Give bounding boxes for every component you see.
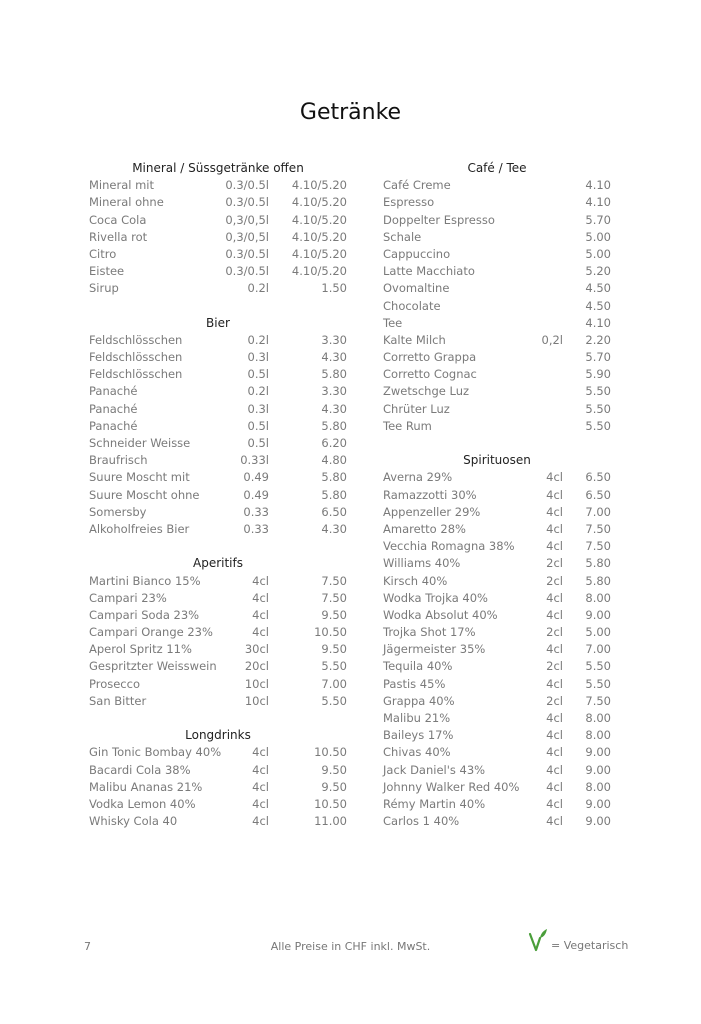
item-volume: 4cl bbox=[252, 607, 269, 622]
item-name: Latte Macchiato bbox=[383, 264, 475, 279]
item-volume: 4cl bbox=[546, 728, 563, 743]
item-name: Amaretto 28% bbox=[383, 521, 466, 536]
item-volume: 4cl bbox=[546, 711, 563, 725]
menu-item bbox=[383, 641, 611, 658]
section-spacer bbox=[89, 710, 347, 727]
item-volume: 0.33 bbox=[243, 504, 269, 519]
menu-item bbox=[383, 349, 611, 366]
menu-item bbox=[89, 504, 347, 521]
item-name: Campari Soda 23% bbox=[89, 607, 200, 622]
item-price: 7.00 bbox=[585, 642, 611, 657]
menu-item bbox=[383, 229, 611, 246]
item-volume: 20cl bbox=[244, 659, 269, 674]
menu-item bbox=[383, 469, 611, 486]
menu-item bbox=[383, 762, 611, 779]
item-name: Cappuccino bbox=[383, 246, 451, 261]
item-price: 5.70 bbox=[585, 212, 611, 227]
item-price: 5.80 bbox=[585, 573, 611, 588]
item-price: 7.00 bbox=[585, 504, 611, 519]
item-name: Corretto Grappa bbox=[383, 350, 477, 365]
menu-item bbox=[89, 487, 347, 504]
item-volume: 4cl bbox=[546, 607, 563, 622]
item-price: 9.50 bbox=[321, 642, 347, 657]
item-name: Tee Rum bbox=[383, 418, 432, 433]
item-name: Braufrisch bbox=[89, 453, 148, 468]
item-name: Somersby bbox=[89, 504, 147, 519]
item-price: 6.50 bbox=[585, 470, 611, 485]
section-title-aperitifs: Aperitifs bbox=[193, 556, 243, 571]
item-name: Ovomaltine bbox=[383, 281, 450, 296]
item-volume: 0.3l bbox=[247, 350, 269, 365]
item-name: Pastis 45% bbox=[383, 676, 446, 691]
item-volume: 4cl bbox=[546, 745, 563, 760]
menu-item bbox=[89, 779, 347, 796]
menu-item bbox=[383, 177, 611, 194]
item-volume: 4cl bbox=[252, 590, 269, 605]
menu-item bbox=[89, 762, 347, 779]
item-name: Kalte Milch bbox=[383, 332, 446, 347]
item-volume: 0.33l bbox=[240, 453, 269, 468]
menu-item bbox=[383, 813, 611, 830]
item-name: Feldschlösschen bbox=[89, 332, 183, 347]
menu-item bbox=[383, 590, 611, 607]
item-volume: 0.2l bbox=[247, 332, 269, 347]
item-volume: 0.49 bbox=[243, 470, 269, 485]
section-title-cafe-tee: Café / Tee bbox=[467, 161, 527, 175]
item-volume: 4cl bbox=[252, 745, 269, 760]
item-name: Mineral mit bbox=[89, 178, 155, 193]
item-price: 5.70 bbox=[585, 350, 611, 365]
item-price: 10.50 bbox=[314, 625, 347, 640]
section-spacer bbox=[383, 435, 611, 452]
item-name: Feldschlösschen bbox=[89, 367, 183, 382]
item-volume: 4cl bbox=[252, 573, 269, 588]
item-name: Panaché bbox=[89, 401, 138, 416]
item-volume: 10cl bbox=[244, 676, 269, 691]
item-volume: 2cl bbox=[546, 659, 563, 674]
item-name: Coca Cola bbox=[89, 212, 147, 227]
item-volume: 2cl bbox=[546, 573, 563, 588]
left-column bbox=[89, 160, 347, 830]
menu-item bbox=[383, 538, 611, 555]
menu-item bbox=[89, 366, 347, 383]
item-name: Schneider Weisse bbox=[89, 436, 191, 450]
item-volume: 0.5l bbox=[247, 418, 269, 433]
item-price: 5.80 bbox=[321, 418, 347, 433]
item-name: Vecchia Romagna 38% bbox=[383, 539, 515, 554]
item-price: 5.00 bbox=[585, 229, 611, 244]
item-name: Suure Moscht mit bbox=[89, 470, 190, 485]
item-name: Kirsch 40% bbox=[383, 573, 448, 588]
item-name: Wodka Trojka 40% bbox=[383, 590, 488, 605]
menu-item bbox=[383, 366, 611, 383]
item-volume: 4cl bbox=[546, 676, 563, 691]
menu-item bbox=[89, 744, 347, 761]
item-volume: 0,3/0,5l bbox=[225, 212, 269, 227]
item-name: Prosecco bbox=[89, 676, 140, 691]
item-price: 6.50 bbox=[321, 504, 347, 519]
item-price: 10.50 bbox=[314, 796, 347, 811]
menu-item bbox=[89, 229, 347, 246]
item-price: 5.50 bbox=[321, 659, 347, 674]
page-title: Getränke bbox=[299, 100, 402, 125]
item-volume: 0.3/0.5l bbox=[225, 178, 269, 193]
item-price: 5.80 bbox=[321, 487, 347, 502]
item-price: 4.80 bbox=[321, 453, 347, 468]
item-name: Campari 23% bbox=[89, 590, 167, 605]
menu-item bbox=[383, 487, 611, 504]
item-volume: 4cl bbox=[546, 521, 563, 536]
item-price: 4.10/5.20 bbox=[291, 229, 347, 244]
item-volume: 2cl bbox=[546, 625, 563, 640]
item-name: Rémy Martin 40% bbox=[383, 796, 486, 811]
item-name: Feldschlösschen bbox=[89, 350, 183, 365]
menu-item bbox=[89, 194, 347, 211]
item-price: 2.20 bbox=[585, 332, 611, 347]
item-name: Ramazzotti 30% bbox=[383, 487, 477, 502]
menu-item bbox=[89, 263, 347, 280]
section-spacer bbox=[89, 298, 347, 315]
item-name: Chocolate bbox=[383, 298, 441, 313]
item-volume: 4cl bbox=[546, 487, 563, 502]
menu-item bbox=[383, 418, 611, 435]
item-price: 3.30 bbox=[321, 332, 347, 347]
menu-item bbox=[383, 779, 611, 796]
item-volume: 2cl bbox=[546, 693, 563, 708]
item-volume: 0,3/0,5l bbox=[225, 229, 269, 244]
item-name: Mineral ohne bbox=[89, 195, 164, 210]
menu-item bbox=[383, 401, 611, 418]
menu-item bbox=[383, 624, 611, 641]
item-price: 5.80 bbox=[321, 367, 347, 382]
item-name: Whisky Cola 40 bbox=[89, 814, 178, 829]
item-name: Vodka Lemon 40% bbox=[89, 796, 196, 811]
menu-item bbox=[383, 521, 611, 538]
item-volume: 4cl bbox=[252, 779, 269, 794]
menu-item bbox=[383, 212, 611, 229]
item-price: 9.00 bbox=[585, 814, 611, 829]
item-price: 9.00 bbox=[585, 796, 611, 811]
item-price: 7.50 bbox=[585, 539, 611, 554]
item-price: 4.10/5.20 bbox=[291, 195, 347, 210]
item-name: Chrüter Luz bbox=[383, 401, 450, 416]
menu-item bbox=[383, 607, 611, 624]
menu-item bbox=[89, 469, 347, 486]
menu-item bbox=[89, 796, 347, 813]
item-price: 5.20 bbox=[585, 264, 611, 279]
item-name: Jägermeister 35% bbox=[383, 642, 486, 657]
item-name: Wodka Absolut 40% bbox=[383, 607, 498, 622]
item-volume: 4cl bbox=[546, 779, 563, 794]
item-name: Chivas 40% bbox=[383, 745, 451, 760]
item-volume: 0.2l bbox=[247, 384, 269, 399]
item-price: 4.30 bbox=[321, 521, 347, 536]
menu-item bbox=[383, 676, 611, 693]
item-volume: 4cl bbox=[252, 762, 269, 777]
section-title-bier: Bier bbox=[206, 315, 230, 330]
menu-item bbox=[89, 573, 347, 590]
item-price: 7.00 bbox=[321, 676, 347, 691]
menu-item bbox=[89, 521, 347, 538]
item-volume: 0.33 bbox=[243, 521, 269, 536]
price-note: Alle Preise in CHF inkl. MwSt. bbox=[270, 940, 431, 953]
menu-item bbox=[89, 349, 347, 366]
section-title-longdrinks: Longdrinks bbox=[185, 728, 251, 743]
menu-item bbox=[89, 435, 347, 452]
item-price: 4.10 bbox=[585, 195, 611, 210]
menu-item bbox=[383, 727, 611, 744]
item-price: 7.50 bbox=[321, 573, 347, 588]
item-name: Aperol Spritz 11% bbox=[89, 642, 192, 657]
menu-item bbox=[383, 280, 611, 297]
item-price: 9.00 bbox=[585, 607, 611, 622]
item-price: 8.00 bbox=[585, 728, 611, 743]
menu-item bbox=[383, 315, 611, 332]
item-price: 5.50 bbox=[585, 401, 611, 416]
item-name: Baileys 17% bbox=[383, 728, 454, 743]
item-price: 8.00 bbox=[585, 590, 611, 605]
item-price: 4.10 bbox=[585, 315, 611, 330]
item-price: 4.50 bbox=[585, 281, 611, 296]
menu-item bbox=[89, 418, 347, 435]
item-volume: 4cl bbox=[546, 590, 563, 605]
item-name: Café Creme bbox=[383, 178, 451, 193]
item-name: Panaché bbox=[89, 418, 138, 433]
item-volume: 4cl bbox=[546, 539, 563, 554]
item-price: 7.50 bbox=[585, 693, 611, 708]
menu-item bbox=[383, 298, 611, 315]
item-price: 5.50 bbox=[321, 693, 347, 708]
menu-item bbox=[383, 710, 611, 727]
item-price: 8.00 bbox=[585, 711, 611, 725]
item-price: 5.50 bbox=[585, 384, 611, 399]
menu-item bbox=[383, 194, 611, 211]
item-name: Martini Bianco 15% bbox=[89, 573, 201, 588]
menu-item bbox=[383, 504, 611, 521]
menu-item bbox=[89, 332, 347, 349]
menu-item bbox=[383, 796, 611, 813]
item-price: 6.50 bbox=[585, 487, 611, 502]
item-volume: 4cl bbox=[546, 796, 563, 811]
item-name: Corretto Cognac bbox=[383, 367, 477, 382]
item-price: 9.50 bbox=[321, 607, 347, 622]
item-name: Zwetschge Luz bbox=[383, 384, 470, 399]
item-price: 11.00 bbox=[314, 814, 347, 829]
section-title-mineral-sussgetranke-offen: Mineral / Süssgetränke offen bbox=[132, 161, 304, 175]
item-price: 3.30 bbox=[321, 384, 347, 399]
item-name: Rivella rot bbox=[89, 229, 148, 244]
item-price: 4.30 bbox=[321, 350, 347, 365]
menu-item bbox=[89, 641, 347, 658]
item-price: 9.00 bbox=[585, 745, 611, 760]
menu-item bbox=[383, 246, 611, 263]
menu-item bbox=[89, 383, 347, 400]
item-price: 1.50 bbox=[321, 281, 347, 296]
item-price: 9.50 bbox=[321, 779, 347, 794]
menu-item bbox=[383, 263, 611, 280]
item-name: Sirup bbox=[89, 281, 119, 296]
item-price: 5.00 bbox=[585, 246, 611, 261]
item-volume: 4cl bbox=[546, 814, 563, 829]
item-name: Grappa 40% bbox=[383, 693, 455, 708]
menu-item bbox=[89, 624, 347, 641]
item-price: 7.50 bbox=[585, 521, 611, 536]
item-name: Suure Moscht ohne bbox=[89, 487, 200, 502]
item-volume: 4cl bbox=[546, 762, 563, 777]
item-price: 8.00 bbox=[585, 779, 611, 794]
item-price: 4.30 bbox=[321, 401, 347, 416]
item-price: 5.90 bbox=[585, 367, 611, 382]
item-name: Bacardi Cola 38% bbox=[89, 762, 191, 777]
item-volume: 0.5l bbox=[247, 436, 269, 450]
item-name: Citro bbox=[89, 246, 117, 261]
item-name: Malibu Ananas 21% bbox=[89, 779, 203, 794]
item-volume: 30cl bbox=[244, 642, 269, 657]
item-name: Doppelter Espresso bbox=[383, 212, 495, 227]
item-price: 7.50 bbox=[321, 590, 347, 605]
item-volume: 4cl bbox=[252, 625, 269, 640]
menu-item bbox=[89, 401, 347, 418]
menu-item bbox=[383, 658, 611, 675]
item-volume: 4cl bbox=[546, 470, 563, 485]
item-name: Espresso bbox=[383, 195, 435, 210]
item-volume: 4cl bbox=[546, 642, 563, 657]
item-price: 5.00 bbox=[585, 625, 611, 640]
item-price: 6.20 bbox=[321, 436, 347, 450]
menu-item bbox=[383, 693, 611, 710]
vegetarian-label: = Vegetarisch bbox=[551, 939, 629, 952]
item-price: 5.50 bbox=[585, 659, 611, 674]
item-price: 9.50 bbox=[321, 762, 347, 777]
menu-item bbox=[383, 555, 611, 572]
leaf-v-icon bbox=[528, 928, 548, 952]
menu-item bbox=[89, 452, 347, 469]
item-name: Gespritzter Weisswein bbox=[89, 659, 217, 674]
item-name: Johnny Walker Red 40% bbox=[383, 779, 520, 794]
item-name: Eistee bbox=[89, 264, 125, 279]
menu-item bbox=[383, 383, 611, 400]
item-price: 4.50 bbox=[585, 298, 611, 313]
item-name: Averna 29% bbox=[383, 470, 453, 485]
menu-item bbox=[89, 658, 347, 675]
item-volume: 4cl bbox=[252, 796, 269, 811]
section-title-spirituosen: Spirituosen bbox=[463, 453, 531, 468]
item-name: Carlos 1 40% bbox=[383, 814, 460, 829]
item-volume: 0.49 bbox=[243, 487, 269, 502]
item-price: 10.50 bbox=[314, 745, 347, 760]
menu-item bbox=[383, 744, 611, 761]
item-price: 4.10/5.20 bbox=[291, 246, 347, 261]
section-spacer bbox=[89, 538, 347, 555]
item-volume: 10cl bbox=[244, 693, 269, 708]
menu-item bbox=[89, 280, 347, 297]
menu-item bbox=[89, 676, 347, 693]
item-price: 9.00 bbox=[585, 762, 611, 777]
item-volume: 0.3l bbox=[247, 401, 269, 416]
item-name: Malibu 21% bbox=[383, 711, 451, 725]
item-price: 5.80 bbox=[321, 470, 347, 485]
item-price: 5.50 bbox=[585, 418, 611, 433]
item-name: Tequila 40% bbox=[383, 659, 453, 674]
item-name: San Bitter bbox=[89, 693, 147, 708]
item-name: Williams 40% bbox=[383, 556, 461, 571]
item-name: Tee bbox=[383, 315, 403, 330]
menu-item bbox=[383, 332, 611, 349]
menu-item bbox=[89, 693, 347, 710]
item-volume: 4cl bbox=[546, 504, 563, 519]
item-name: Jack Daniel's 43% bbox=[383, 762, 486, 777]
item-price: 4.10/5.20 bbox=[291, 264, 347, 279]
item-name: Trojka Shot 17% bbox=[383, 625, 476, 640]
item-price: 5.50 bbox=[585, 676, 611, 691]
menu-item bbox=[89, 246, 347, 263]
menu-item bbox=[89, 813, 347, 830]
item-price: 4.10/5.20 bbox=[291, 178, 347, 193]
item-name: Alkoholfreies Bier bbox=[89, 521, 190, 536]
right-column bbox=[383, 160, 611, 830]
item-volume: 0.3/0.5l bbox=[225, 195, 269, 210]
item-volume: 4cl bbox=[252, 814, 269, 829]
item-name: Schale bbox=[383, 229, 422, 244]
menu-item bbox=[89, 590, 347, 607]
item-volume: 2cl bbox=[546, 556, 563, 571]
item-price: 4.10 bbox=[585, 178, 611, 193]
page-number: 7 bbox=[84, 940, 91, 953]
item-name: Appenzeller 29% bbox=[383, 504, 481, 519]
item-volume: 0,2l bbox=[541, 332, 563, 347]
vegetarian-legend bbox=[528, 928, 628, 952]
item-name: Campari Orange 23% bbox=[89, 625, 213, 640]
item-price: 5.80 bbox=[585, 556, 611, 571]
item-volume: 0.3/0.5l bbox=[225, 264, 269, 279]
menu-item bbox=[89, 212, 347, 229]
item-name: Panaché bbox=[89, 384, 138, 399]
item-volume: 0.5l bbox=[247, 367, 269, 382]
item-volume: 0.3/0.5l bbox=[225, 246, 269, 261]
item-price: 4.10/5.20 bbox=[291, 212, 347, 227]
item-volume: 0.2l bbox=[247, 281, 269, 296]
item-name: Gin Tonic Bombay 40% bbox=[89, 745, 222, 760]
menu-item bbox=[89, 177, 347, 194]
menu-item bbox=[383, 573, 611, 590]
menu-item bbox=[89, 607, 347, 624]
